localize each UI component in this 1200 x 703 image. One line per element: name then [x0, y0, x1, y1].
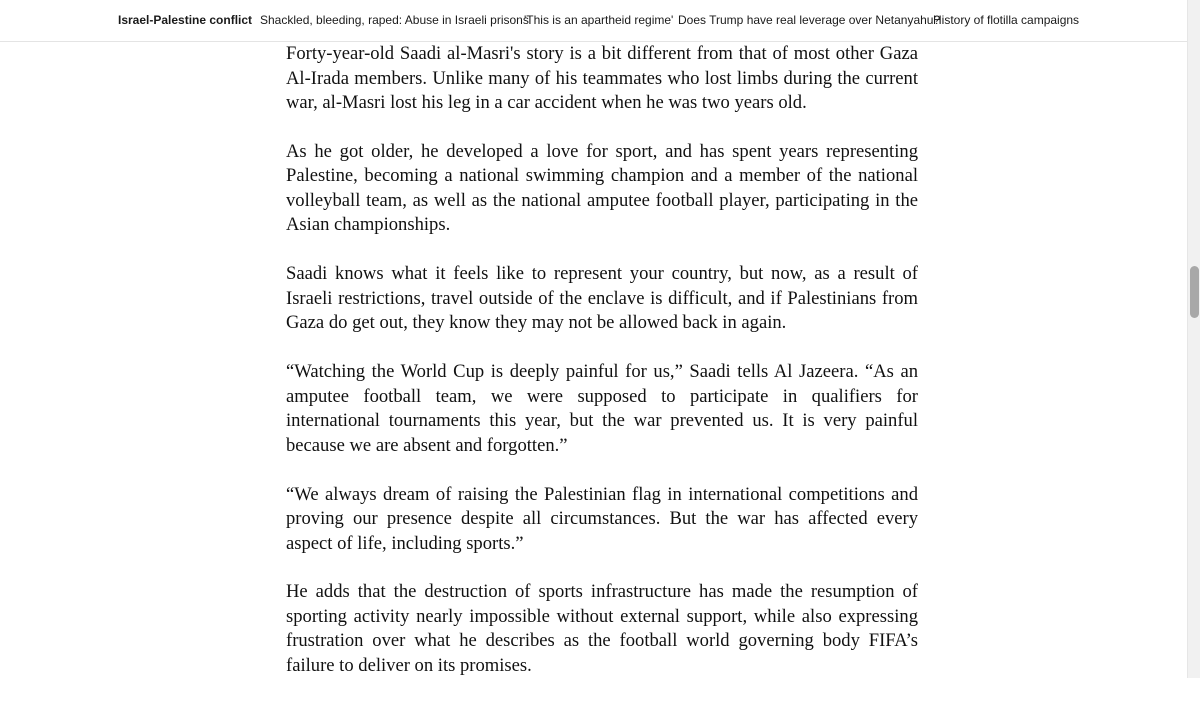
nav-link-flotilla-history[interactable]: History of flotilla campaigns	[933, 13, 1080, 27]
article-paragraph: Saadi knows what it feels like to represent your country, but now, as a result of Israeli restrictions, travel outside of the enclave is difficult, and if Palestinians from Gaza do get out, they know they may not be allowed back in again.	[286, 263, 918, 334]
scrollbar-thumb[interactable]	[1190, 266, 1199, 318]
article-paragraph: As he got older, he developed a love for sport, and has spent years representing Palestine, becoming a national swimming champion and a member of the national volleyball team, as well as the national amputee football player, participating in the Asian championships.	[286, 140, 918, 236]
article-paragraph: He adds that the destruction of sports infrastructure has made the resumption of sporting activity nearly impossible without external support, while also expressing frustration over what he describes as the football world governing body FIFA’s failure to deliver on its promises.	[286, 581, 918, 676]
article-paragraph: “Watching the World Cup is deeply painful for us,” Saadi tells Al Jazeera. “As an amputee football team, we were supposed to participate in qualifiers for international tournaments this year, but the war prevented us. It is very painful because we are absent and forgotten.”	[286, 361, 918, 456]
nav-link-apartheid-regime[interactable]: 'This is an apartheid regime'	[524, 13, 674, 27]
article-paragraph: Forty-year-old Saadi al-Masri's story is a bit different from that of most other Gaza Al-Irada members. Unlike many of his teammates who lost limbs during the current war, al-Masri lost his leg in a car accident when he was two years old.	[286, 43, 918, 113]
article-paragraph: “We always dream of raising the Palestinian flag in international competitions and proving our presence despite all circumstances. But the war has affected every aspect of life, including sports.”	[286, 483, 918, 554]
topic-navigation-bar	[0, 0, 1187, 42]
article-body	[286, 42, 918, 703]
nav-link-israel-palestine-conflict[interactable]: Israel-Palestine conflict	[118, 13, 253, 27]
nav-link-abuse-in-israeli-prisons[interactable]: Shackled, bleeding, raped: Abuse in Israeli prisons	[260, 13, 529, 27]
nav-link-trump-leverage[interactable]: Does Trump have real leverage over Netanyahu?	[678, 13, 941, 27]
vertical-scrollbar[interactable]	[1187, 0, 1200, 678]
